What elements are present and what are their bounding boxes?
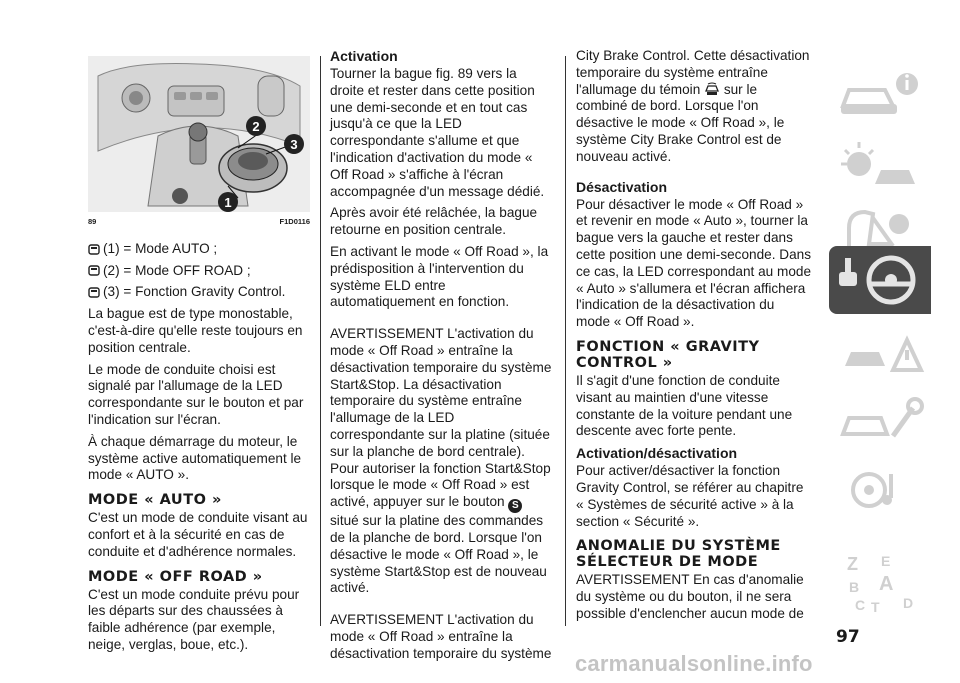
index-letters-icon (829, 548, 931, 616)
column-divider (320, 56, 321, 626)
heading-anomaly: ANOMALIE DU SYSTÈME SÉLECTEUR DE MODE (576, 538, 781, 571)
car-top-icon (88, 287, 100, 298)
watermark: carmanualsonline.info (575, 651, 813, 676)
figure-caption (88, 214, 310, 231)
legend-line-1: (1) = Mode AUTO ; (88, 241, 310, 258)
steering-key-icon (829, 246, 931, 314)
car-top-icon (88, 244, 100, 255)
svg-text:B: B (849, 579, 860, 595)
svg-text:A: A (879, 573, 894, 595)
tab-car-info[interactable] (829, 60, 931, 128)
heading-deactivation: Désactivation (576, 178, 668, 195)
heading-activation-deactivation: Activation/désactivation (576, 445, 738, 462)
paragraph: En activant le mode « Off Road », la prédisposition à l'intervention du système ELD entre automatiquement en fonction. (330, 243, 549, 310)
city-brake-off-warning-icon (704, 82, 720, 96)
warning-citybrake: AVERTISSEMENT L'activation du mode « Off Road » entraîne la désactivation temporaire du système (330, 612, 552, 661)
paragraph: Il s'agit d'une fonction de conduite visant au maintien d'une vitesse constante de la voiture pendant une descente avec forte pente. (576, 372, 793, 439)
paragraph: C'est un mode de conduite visant au confort et à la sécurité en cas de conduite et d'adhérence normales. (88, 510, 308, 559)
figure-89 (88, 56, 310, 212)
column-3 (576, 48, 812, 628)
svg-text:2: 2 (252, 119, 260, 134)
svg-text:D: D (903, 595, 914, 611)
svg-text:Z: Z (847, 554, 858, 574)
paragraph: Le mode de conduite choisi est signalé par l'allumage de la LED correspondante sur le bouton et par l'indication sur l'écran. (88, 361, 304, 427)
tab-maintenance[interactable] (829, 384, 931, 452)
heading-gravity-control: FONCTION « GRAVITY CONTROL » (576, 338, 760, 371)
tab-warning-triangle[interactable] (829, 316, 931, 384)
heading-mode-offroad: MODE « OFF ROAD » (88, 568, 263, 585)
page-number: 97 (836, 627, 860, 647)
multimedia-icon (829, 454, 931, 522)
tab-dashboard-lights[interactable] (829, 130, 931, 198)
svg-text:1: 1 (224, 195, 232, 210)
column-divider (565, 56, 566, 626)
paragraph: À chaque démarrage du moteur, le système active automatiquement le mode « AUTO ». (88, 433, 302, 483)
column-1 (88, 56, 310, 659)
svg-text:E: E (881, 553, 891, 569)
tab-index[interactable] (829, 548, 931, 616)
tab-steering-key[interactable] (829, 246, 931, 314)
figure-number: 89 (88, 217, 97, 226)
paragraph: Pour activer/désactiver la fonction Gravity Control, se référer au chapitre « Systèmes de sécurité active » à la section « Sécurité ». (576, 463, 804, 529)
dashboard-lights-icon (829, 130, 931, 198)
heading-mode-auto: MODE « AUTO » (88, 492, 222, 509)
paragraph: City Brake Control. Cette désactivation temporaire du système entraîne l'allumage du témoin sur le combiné de bord. Lorsque l'on désactive le mode « Off Road », le système City Brake Control est de nouveau activé. (576, 48, 810, 164)
paragraph: AVERTISSEMENT En cas d'anomalie du système ou du bouton, il ne sera possible d'enclencher aucun mode de (576, 572, 804, 621)
start-stop-button-icon: S (508, 499, 522, 513)
legend-line-3: (3) = Fonction Gravity Control. (88, 284, 310, 301)
warning-triangle-car-icon (829, 316, 931, 384)
car-top-icon (88, 265, 100, 276)
figure-code: F1D0116 (279, 217, 310, 226)
paragraph: C'est un mode conduite prévu pour les départs sur des chaussées à faible adhérence (par exemple, neige, verglas, boue, etc.). (88, 586, 300, 652)
warning-startstop: AVERTISSEMENT L'activation du mode « Off Road » entraîne la désactivation temporaire du système Start&Stop. La désactivation temporaire du système entraîne l'allumage de la LED correspondante sur la platine (située sur la planche de bord centrale). Pour autoriser la fonction Start&Stop lorsque le mode « Off Road » est activé, appuyer sur le bouton S situé sur la platine des commandes de la planche de bord. Lorsque l'on désactive le mode « Off Road », le système Start&Stop est de nouveau activé. (330, 326, 552, 596)
paragraph: Tourner la bague fig. 89 vers la droite et rester dans cette position une demi-seconde et en tout cas jusqu'à ce que la LED correspondante s'allume et que l'indication d'activation du mode « Off Road » s'affiche à l'écran accompagnée d'un message dédié. (330, 66, 545, 199)
paragraph: Pour désactiver le mode « Off Road » et revenir en mode « Auto », tourner la bague vers la gauche et rester dans cette position une demi-seconde. Dans ce cas, la LED correspondant au mode « Auto » s'allumera et l'écran affichera l'indication de la désactivation du mode « Off Road ». (576, 196, 812, 330)
gear-selector-illustration (88, 56, 310, 212)
svg-text:3: 3 (290, 137, 298, 152)
column-2 (330, 48, 552, 668)
tab-multimedia[interactable] (829, 454, 931, 522)
car-info-icon (829, 60, 931, 128)
wrench-car-icon (829, 384, 931, 452)
svg-text:T: T (871, 599, 880, 615)
paragraph: La bague est de type monostable, c'est-à-dire qu'elle reste toujours en position centrale. (88, 306, 303, 355)
svg-text:C: C (855, 597, 866, 613)
paragraph: Après avoir été relâchée, la bague retourne en position centrale. (330, 205, 538, 238)
legend-line-2: (2) = Mode OFF ROAD ; (88, 263, 310, 280)
heading-activation: Activation (330, 48, 398, 64)
